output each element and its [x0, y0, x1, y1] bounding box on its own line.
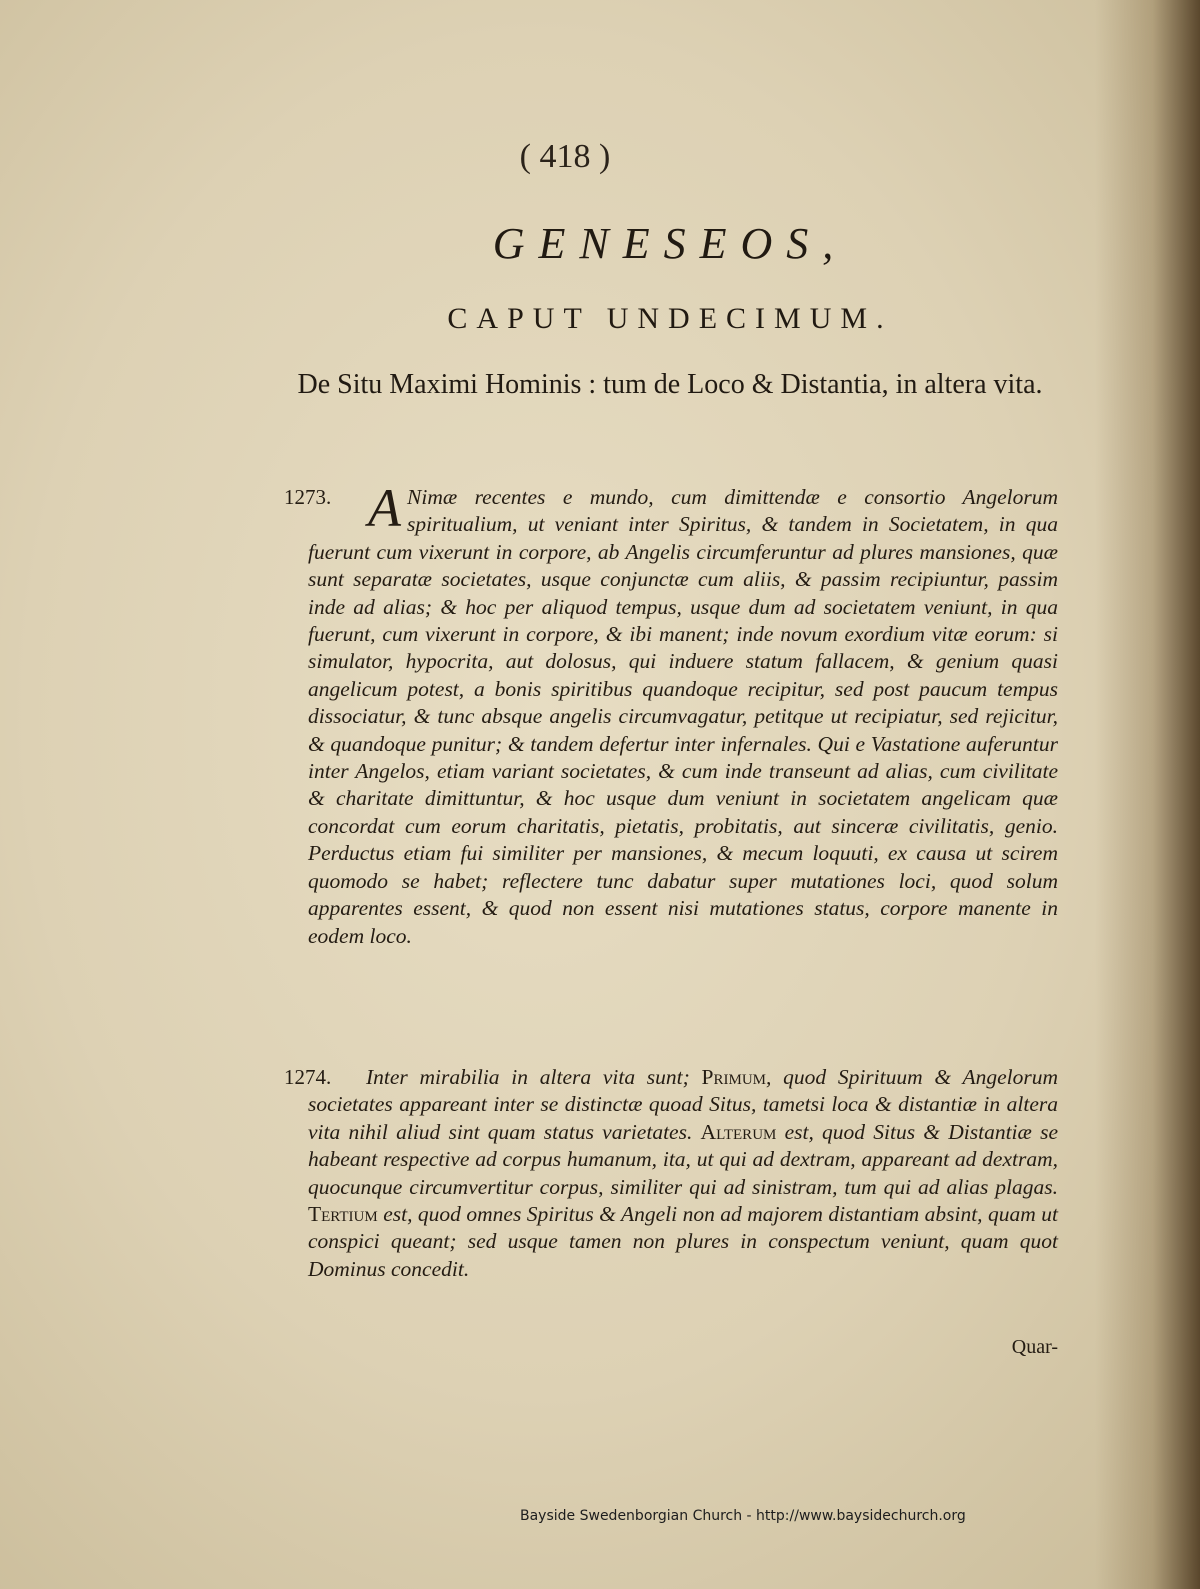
- small-caps-tertium: Tertium: [308, 1202, 378, 1227]
- paragraph-1274: [284, 1064, 1058, 1283]
- chapter-title: CAPUT UNDECIMUM.: [447, 302, 893, 335]
- catchword: Quar-: [1011, 1336, 1058, 1358]
- paragraph-1273: [284, 478, 1058, 950]
- chapter-subtitle: De Situ Maximi Hominis : tum de Loco & Distantia, in altera vita.: [297, 369, 1043, 400]
- footer-credit: Bayside Swedenborgian Church - http://www.baysidechurch.org: [520, 1508, 966, 1524]
- paragraph-text-part: , quod Spirituum & Angelorum societates appareant inter se distinctæ quoad Situs, tametsi loca & distantiæ in altera vita nihil aliud sint quam status varietates.: [308, 1065, 1058, 1144]
- page-number: ( 418 ): [519, 138, 611, 175]
- paragraph-number: 1274.: [284, 1065, 332, 1089]
- paragraph-number: 1273.: [284, 485, 332, 509]
- paragraph-text-part: Inter mirabilia in altera vita sunt;: [366, 1065, 702, 1089]
- drop-cap: A: [368, 478, 401, 538]
- paragraph-text: Nimæ recentes e mundo, cum dimittendæ e consortio Angelorum spiritualium, ut veniant inter Spiritus, & tandem in Societatem, in qua fuerunt cum vixerunt in corpore, ab Angelis circumferuntur ad plures mansiones, quæ sunt separatæ societates, usque conjunctæ cum aliis, & passim recipiuntur, passim inde ad alias; & hoc per aliquod tempus, usque dum ad societatem veniunt, in qua fuerunt, cum vixerunt in corpore, & ibi manent; inde novum exordium vitæ eorum: si simulator, hypocrita, aut dolosus, qui induere statum fallacem, & genium quasi angelicum potest, a bonis spiritibus quandoque recipitur, sed post paucum tempus dissociatur, & tunc absque angelis circumvagatur, petitque ut recipiatur, sed rejicitur, & quandoque punitur; & tandem defertur inter infernales. Qui e Vastatione auferuntur inter Angelos, etiam variant societates, & cum inde transeunt ad alias, cum civilitate & charitate dimittuntur, & hoc usque dum veniunt in societatem angelicam quæ concordat cum eorum charitatis, pietatis, probitatis, aut sinceræ civilitatis, genio. Perductus etiam fui similiter per mansiones, & mecum loquuti, ex causa ut scirem quomodo se habet; reflectere tunc dabatur super mutationes loci, quod solum apparentes essent, & quod non essent nisi mutationes status, corpore manente in eodem loco.: [308, 485, 1058, 948]
- paragraph-text-part: est, quod omnes Spiritus & Angeli non ad majorem distantiam absint, quam ut conspici queant; sed usque tamen non plures in conspectum veniunt, quam quot Dominus concedit.: [308, 1202, 1058, 1281]
- book-title: GENESEOS,: [492, 219, 848, 268]
- paragraph-text-part: est, quod Situs & Distantiæ se habeant respective ad corpus humanum, ita, ut qui ad dextram, appareant ad dextram, quocunque circumvertitur corpus, similiter qui ad sinistram, tum qui ad alias plagas.: [308, 1119, 1058, 1199]
- small-caps-primum: Primum: [701, 1065, 766, 1089]
- small-caps-alterum: Alterum: [700, 1119, 777, 1144]
